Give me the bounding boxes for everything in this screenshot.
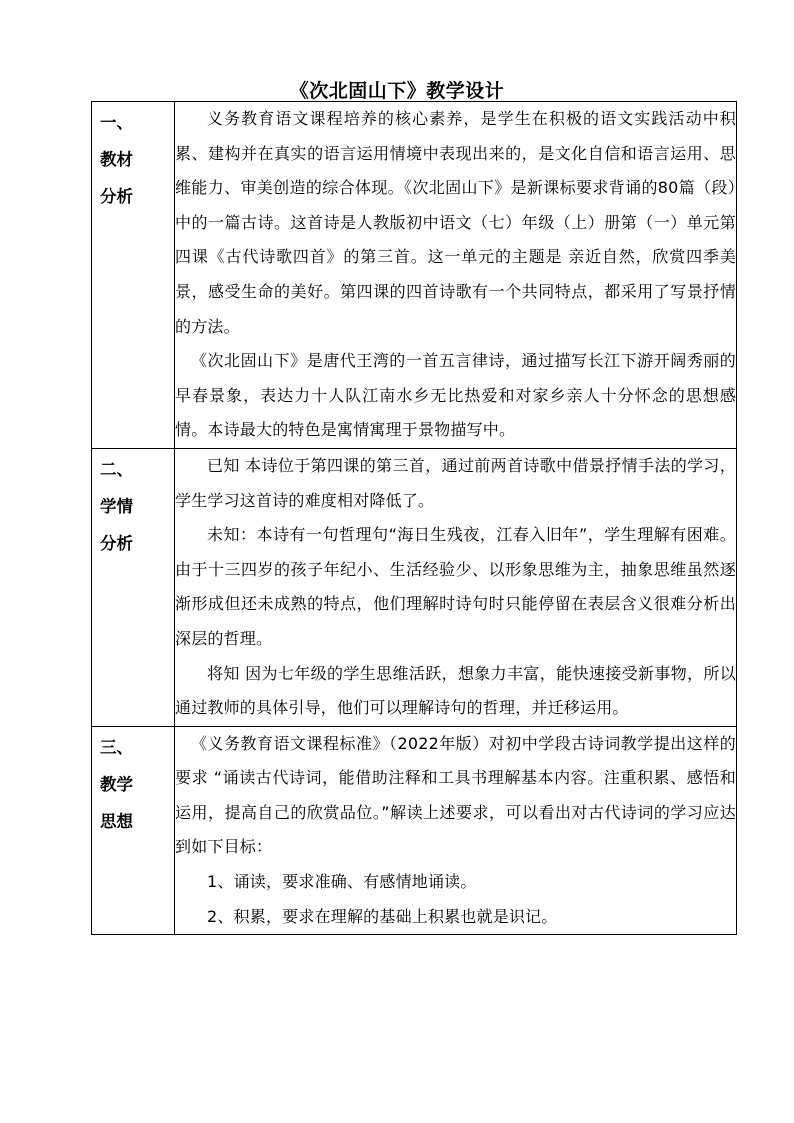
section-number: 三、	[100, 737, 133, 757]
section-content	[175, 726, 737, 935]
section-label-line: 思想	[100, 811, 133, 831]
paragraph: 义务教育语文课程培养的核心素养，是学生在积极的语文实践活动中积累、建构并在真实的语言运用情境中表现出来的，是文化自信和语言运用、思维能力、审美创造的综合体现。《次北固山下》是新课标要求背诵的80篇（段）中的一篇古诗。这首诗是人教版初中语文（七）年级（上）册第（一）单元第四课《古代诗歌四首》的第三首。这一单元的主题是 亲近自然，欣赏四季美景，感受生命的美好。第四课的四首诗歌有一个共同特点，都采用了写景抒情的方法。	[175, 109, 736, 336]
section-row-textbook-analysis	[92, 102, 737, 449]
section-label-line: 分析	[100, 187, 133, 206]
paragraph: 《义务教育语文课程标准》（2022年版）对初中学段古诗词教学提出这样的要求 “诵读古代诗词，能借助注释和工具书理解基本内容。注重积累、感悟和运用，提高自己的欣赏品位。”解读上述要求，可以看出对古代诗词的学习应达到如下目标：	[175, 733, 736, 857]
lesson-plan-table	[91, 101, 737, 935]
section-content	[175, 448, 737, 726]
paragraph: 已知 本诗位于第四课的第三首，通过前两首诗歌中借景抒情手法的学习，学生学习这首诗的难度相对降低了。	[175, 455, 736, 510]
section-label-line: 教材	[100, 150, 133, 169]
list-item: 1、诵读，要求准确、有感情地诵读。	[207, 872, 477, 892]
paragraph: 未知：本诗有一句哲理句“海日生残夜，江春入旧年”，学生理解有困难。由于十三四岁的孩子年纪小、生活经验少、以形象思维为主，抽象思维虽然逐渐形成但还未成熟的特点，他们理解时诗句时只能停留在表层含义很难分析出深层的哲理。	[175, 525, 736, 648]
paragraph: 《次北固山下》是唐代王湾的一首五言律诗，通过描写长江下游开阔秀丽的早春景象，表达力十人队江南水乡无比热爱和对家乡亲人十分怀念的思想感情。本诗最大的特色是寓情寓理于景物描写中。	[175, 351, 736, 440]
document-title: 《次北固山下》教学设计	[289, 80, 505, 102]
section-row-student-analysis	[92, 448, 737, 726]
section-label	[92, 102, 175, 449]
section-row-teaching-philosophy	[92, 726, 737, 935]
section-label-line: 学情	[100, 496, 133, 516]
section-label-line: 分析	[100, 533, 133, 553]
list-item: 2、积累，要求在理解的基础上积累也就是识记。	[207, 906, 558, 926]
section-number: 一、	[100, 113, 133, 132]
section-label	[92, 726, 175, 935]
section-content	[175, 102, 737, 449]
section-label	[92, 448, 175, 726]
section-label-line: 教学	[100, 774, 133, 794]
paragraph: 将知 因为七年级的学生思维活跃，想象力丰富，能快速接受新事物，所以通过教师的具体引导，他们可以理解诗句的哲理，并迁移运用。	[175, 663, 736, 718]
section-number: 二、	[100, 459, 133, 479]
